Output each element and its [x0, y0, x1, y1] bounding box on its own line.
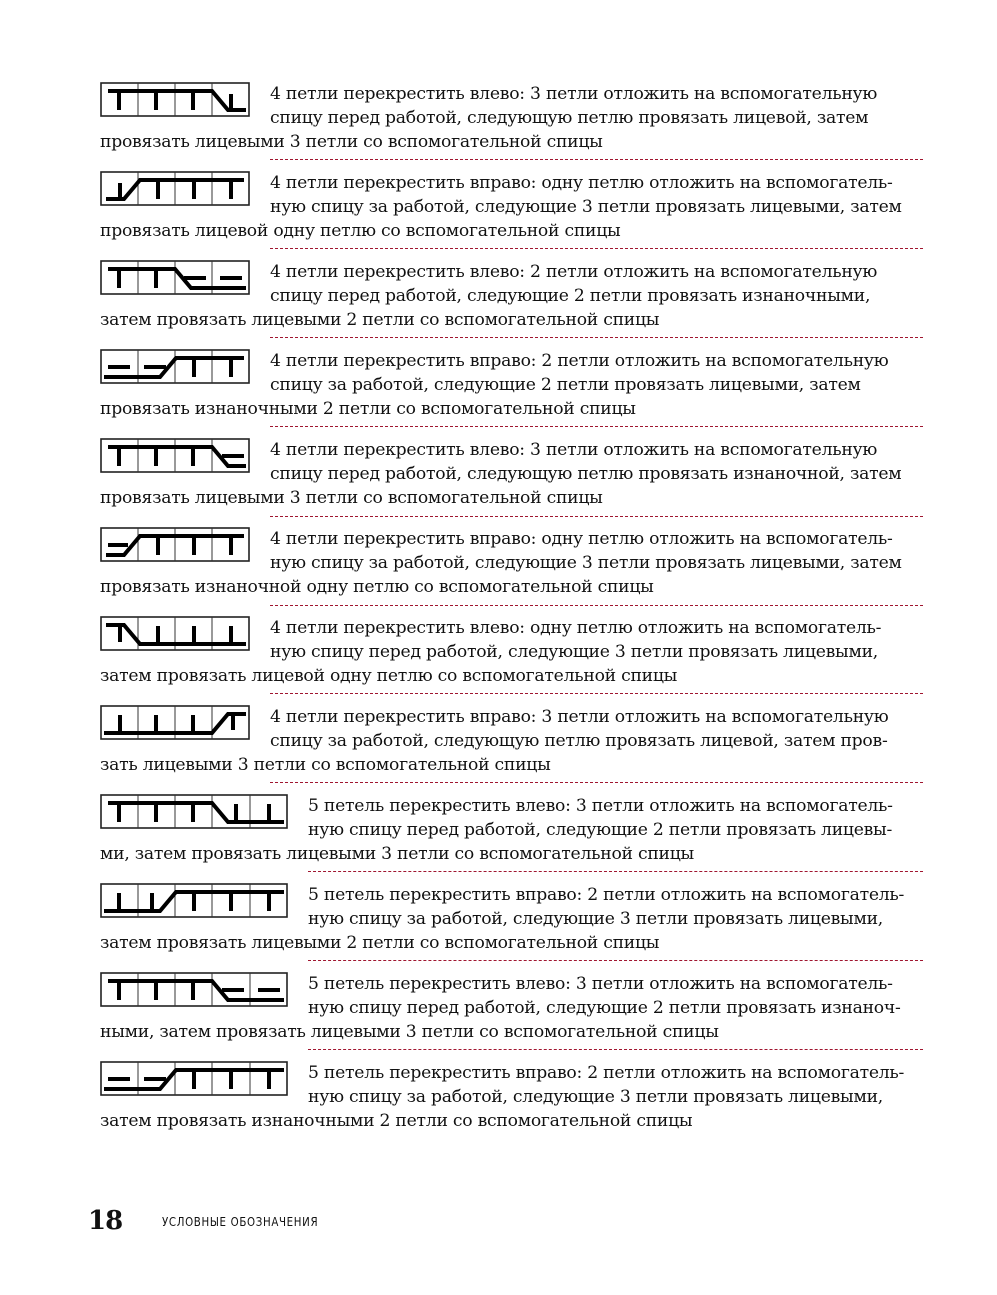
entry-text-line: спицу перед работой, следующую петлю провязать лицевой, затем — [270, 108, 869, 128]
entry-text-line: зать лицевыми 3 петли со вспомогательной спицы — [100, 755, 551, 775]
cable-4-right-1-3-purl-symbol — [100, 527, 252, 565]
entry-text-line: ную спицу перед работой, следующие 2 петли провязать изнаноч- — [308, 998, 901, 1018]
cable-4-right-3-1-symbol — [100, 705, 252, 743]
cable-4-right-2-2-purl-symbol — [100, 349, 252, 387]
entry-text-line: 5 петель перекрестить влево: 3 петли отложить на вспомогатель- — [308, 796, 893, 816]
symbol-entry-4-left-3 — [100, 82, 925, 154]
cable-4-right-1-3-symbol — [100, 171, 252, 209]
dashed-divider — [270, 516, 923, 517]
cable-4-left-2-2-purl-symbol — [100, 260, 252, 298]
cable-5-left-3-2-purl-symbol — [100, 972, 290, 1010]
entry-text-line: 4 петли перекрестить влево: 3 петли отложить на вспомогательную — [270, 440, 878, 460]
symbol-entry-4-right-1-purl — [100, 527, 925, 599]
entry-text-line: ми, затем провязать лицевыми 3 петли со вспомогательной спицы — [100, 844, 694, 864]
symbol-entry-4-left-1 — [100, 616, 925, 688]
dashed-divider — [270, 248, 923, 249]
entry-text-line: 4 петли перекрестить вправо: одну петлю отложить на вспомогатель- — [270, 529, 893, 549]
entry-text-line: 4 петли перекрестить вправо: 3 петли отложить на вспомогательную — [270, 707, 889, 727]
cable-5-right-2-3-symbol — [100, 883, 290, 921]
symbol-entry-4-right-1 — [100, 171, 925, 243]
cable-4-left-1-3-symbol — [100, 616, 252, 654]
entry-text-line: спицу перед работой, следующую петлю провязать изнаночной, затем — [270, 464, 902, 484]
entry-text-line: 4 петли перекрестить влево: 2 петли отложить на вспомогательную — [270, 262, 878, 282]
entry-text-line: ную спицу перед работой, следующие 2 петли провязать лицевы- — [308, 820, 893, 840]
entry-text-line: 4 петли перекрестить влево: 3 петли отложить на вспомогательную — [270, 84, 878, 104]
entry-text-line: ную спицу перед работой, следующие 3 петли провязать лицевыми, — [270, 642, 879, 662]
entry-text-line: спицу за работой, следующую петлю провязать лицевой, затем пров- — [270, 731, 888, 751]
entry-text-line: 4 петли перекрестить влево: одну петлю отложить на вспомогатель- — [270, 618, 882, 638]
entry-text-line: затем провязать лицевыми 2 петли со вспомогательной спицы — [100, 310, 660, 330]
symbol-entry-4-left-2-purl — [100, 260, 925, 332]
symbol-entry-5-right-2-purl — [100, 1061, 925, 1133]
dashed-divider — [270, 782, 923, 783]
entry-text-line: затем провязать изнаночными 2 петли со вспомогательной спицы — [100, 1111, 693, 1131]
symbol-entry-5-left-3-purl — [100, 972, 925, 1044]
entry-text-line: спицу перед работой, следующие 2 петли провязать изнаночными, — [270, 286, 871, 306]
cable-5-right-2-3-purl-symbol — [100, 1061, 290, 1099]
entry-text-line: ную спицу за работой, следующие 3 петли провязать лицевыми, затем — [270, 553, 902, 573]
dashed-divider — [270, 159, 923, 160]
entry-text-line: 4 петли перекрестить вправо: 2 петли отложить на вспомогательную — [270, 351, 889, 371]
dashed-divider — [308, 871, 923, 872]
entry-text-line: ную спицу за работой, следующие 3 петли провязать лицевыми, — [308, 909, 884, 929]
entry-text-line: 5 петель перекрестить вправо: 2 петли отложить на вспомогатель- — [308, 885, 905, 905]
dashed-divider — [270, 693, 923, 694]
cable-5-left-3-2-symbol — [100, 794, 290, 832]
symbol-entry-4-right-3 — [100, 705, 925, 777]
entry-text-line: провязать изнаночными 2 петли со вспомогательной спицы — [100, 399, 636, 419]
dashed-divider — [308, 1049, 923, 1050]
entry-text-line: ными, затем провязать лицевыми 3 петли со вспомогательной спицы — [100, 1022, 719, 1042]
symbol-entry-5-right-2 — [100, 883, 925, 955]
entry-text-line: 4 петли перекрестить вправо: одну петлю отложить на вспомогатель- — [270, 173, 893, 193]
cable-4-left-3-1-symbol — [100, 82, 252, 120]
dashed-divider — [308, 960, 923, 961]
dashed-divider — [270, 337, 923, 338]
cable-4-left-3-1-purl-symbol — [100, 438, 252, 476]
entry-text-line: провязать лицевой одну петлю со вспомогательной спицы — [100, 221, 621, 241]
entry-text-line: 5 петель перекрестить влево: 3 петли отложить на вспомогатель- — [308, 974, 893, 994]
entry-text-line: ную спицу за работой, следующие 3 петли провязать лицевыми, затем — [270, 197, 902, 217]
entry-text-line: затем провязать лицевой одну петлю со вспомогательной спицы — [100, 666, 678, 686]
entry-text-line: спицу за работой, следующие 2 петли провязать лицевыми, затем — [270, 375, 861, 395]
symbol-entry-4-left-3-purl — [100, 438, 925, 510]
entry-text-line: провязать изнаночной одну петлю со вспомогательной спицы — [100, 577, 654, 597]
entry-text-line: ную спицу за работой, следующие 3 петли провязать лицевыми, — [308, 1087, 884, 1107]
section-title: УСЛОВНЫЕ ОБОЗНАЧЕНИЯ — [162, 1214, 319, 1229]
dashed-divider — [270, 605, 923, 606]
page-number: 18 — [88, 1206, 123, 1236]
symbol-entry-4-right-2-purl — [100, 349, 925, 421]
entry-text-line: 5 петель перекрестить вправо: 2 петли отложить на вспомогатель- — [308, 1063, 905, 1083]
entry-text-line: затем провязать лицевыми 2 петли со вспомогательной спицы — [100, 933, 660, 953]
dashed-divider — [270, 426, 923, 427]
symbol-entry-5-left-3 — [100, 794, 925, 866]
entry-text-line: провязать лицевыми 3 петли со вспомогательной спицы — [100, 488, 603, 508]
entry-text-line: провязать лицевыми 3 петли со вспомогательной спицы — [100, 132, 603, 152]
